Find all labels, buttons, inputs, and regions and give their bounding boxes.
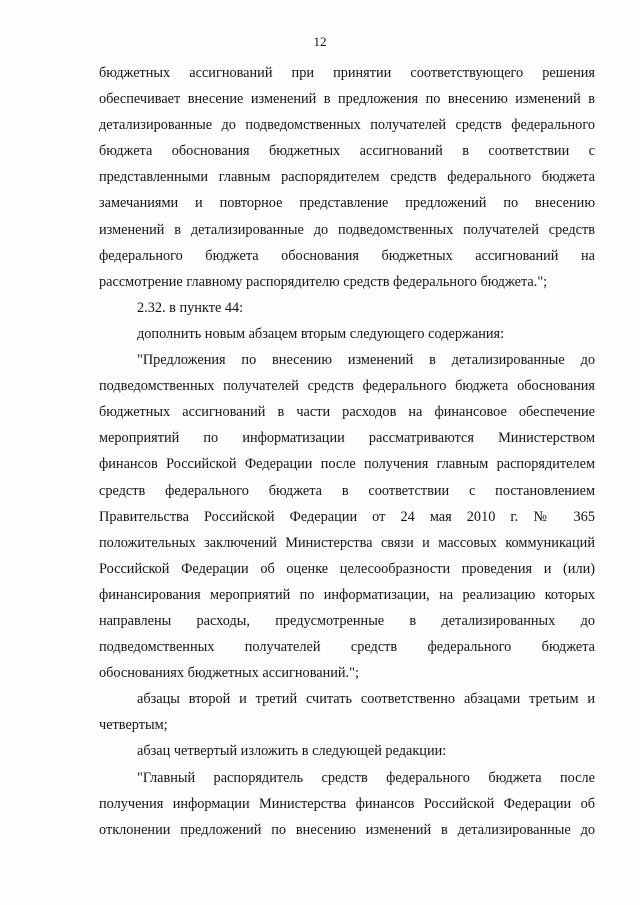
text-line: "Предложения по внесению изменений в детализированные до <box>137 352 595 369</box>
text-line: бюджета обоснования бюджетных ассигнований в соответствии с <box>99 143 595 160</box>
text-line: направлены расходы, предусмотренные в детализированных до <box>99 612 595 629</box>
text-line: положительных заключений Министерства связи и массовых коммуникаций <box>99 534 595 551</box>
text-line: детализированные до подведомственных получателей средств федерального <box>99 117 595 134</box>
text-line: бюджетных ассигнований при принятии соответствующего решения <box>99 65 595 81</box>
text-line: изменений в детализированные до подведомственных получателей средств <box>99 221 595 238</box>
text-line: средств федерального бюджета в соответствии с постановлением <box>99 482 595 499</box>
text-line: "Главный распорядитель средств федерального бюджета после <box>137 769 595 786</box>
text-line: мероприятий по информатизации рассматриваются Министерством <box>99 430 595 447</box>
text-line: подведомственных получателей средств федерального бюджета <box>99 639 595 656</box>
text-line: получения информации Министерства финансов Российской Федерации об <box>99 795 595 812</box>
text-line: представленными главным распорядителем средств федерального бюджета <box>99 169 595 186</box>
text-line: обоснованиях бюджетных ассигнований."; <box>99 665 359 682</box>
text-line: 2.32. в пункте 44: <box>137 299 244 316</box>
text-line: дополнить новым абзацем вторым следующего содержания: <box>137 325 505 342</box>
document-body <box>99 60 595 843</box>
text-line: федерального бюджета обоснования бюджетных ассигнований на <box>99 247 595 264</box>
text-line: финансов Российской Федерации после получения главным распорядителем <box>99 456 595 473</box>
text-line: финансирования мероприятий по информатизации, на реализацию которых <box>99 586 595 603</box>
text-line: четвертым; <box>99 717 168 734</box>
text-line: замечаниями и повторное представление предложений по внесению <box>99 195 595 212</box>
text-line: Российской Федерации об оценке целесообразности проведения и (или) <box>99 560 595 577</box>
text-line: абзац четвертый изложить в следующей редакции: <box>137 743 447 760</box>
page-number: 12 <box>313 34 327 49</box>
text-line: отклонении предложений по внесению изменений в детализированные до <box>99 821 595 838</box>
text-line: обеспечивает внесение изменений в предложения по внесению изменений в <box>99 91 595 108</box>
text-line: рассмотрение главному распорядителю средств федерального бюджета."; <box>99 273 548 290</box>
text-line: подведомственных получателей средств федерального бюджета обоснования <box>99 378 595 395</box>
text-line: Правительства Российской Федерации от 24 мая 2010 г. № 365 <box>99 508 595 525</box>
text-line: абзацы второй и третий считать соответственно абзацами третьим и <box>137 691 595 708</box>
text-line: бюджетных ассигнований в части расходов на финансовое обеспечение <box>99 404 595 421</box>
